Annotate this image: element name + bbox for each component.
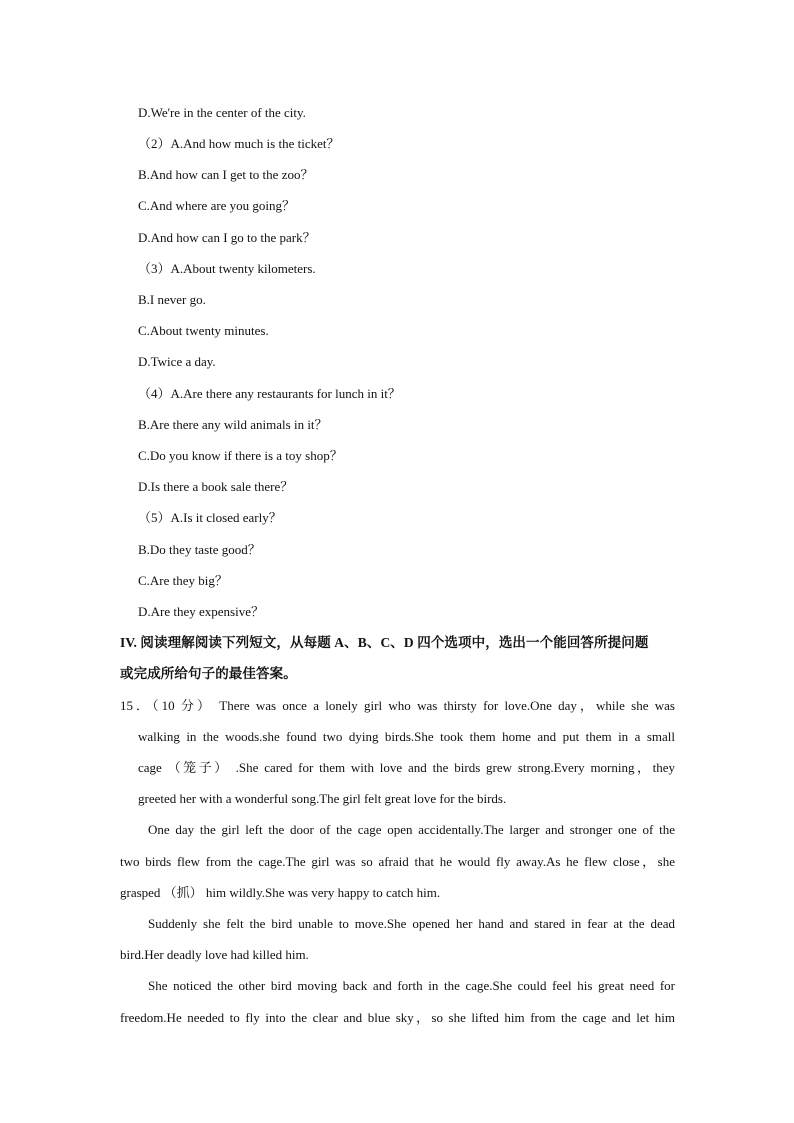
passage-p4-line2: freedom.He needed to fly into the clear and blue sky，so she lifted him from the cage and let him [120,1010,675,1025]
option-q3-b: B.I never go. [138,292,206,307]
option-q2-d: D.And how can I go to the park？ [138,230,316,245]
passage-p2-line3: grasped （抓） him wildly.She was very happy to catch him. [120,885,441,900]
section-iv-heading-line2: 或完成所给句子的最佳答案。 [120,666,297,681]
passage-p3-line1: Suddenly she felt the bird unable to move.She opened her hand and stared in fear at the dead [148,916,675,931]
option-q5-b: B.Do they taste good？ [138,542,261,557]
option-q4-d: D.Is there a book sale there？ [138,479,294,494]
option-q4-a: （4）A.Are there any restaurants for lunch in it？ [138,386,401,401]
question15-line4: greeted her with a wonderful song.The girl felt great love for the birds. [138,791,507,806]
question15-line2: walking in the woods.she found two dying birds.She took them home and put them in a small [138,729,675,744]
question15-line1: 15．（10 分） There was once a lonely girl who was thirsty for love.One day，while she was [120,698,675,713]
section-iv-heading-line1: IV. 阅读理解阅读下列短文，从每题 A、B、C、D 四个选项中，选出一个能回答所提问题 [120,635,649,650]
option-q4-b: B.Are there any wild animals in it？ [138,417,328,432]
option-q4-c: C.Do you know if there is a toy shop？ [138,448,343,463]
passage-p2-line1: One day the girl left the door of the cage open accidentally.The larger and stronger one of the [148,822,675,837]
option-q2-a: （2）A.And how much is the ticket？ [138,136,340,151]
option-q5-c: C.Are they big？ [138,573,228,588]
option-q3-d: D.Twice a day. [138,354,216,369]
option-q2-c: C.And where are you going？ [138,198,296,213]
option-q2-b: B.And how can I get to the zoo？ [138,167,314,182]
option-q5-d: D.Are they expensive？ [138,604,264,619]
option-q1-d: D.We're in the center of the city. [138,105,306,120]
option-q3-c: C.About twenty minutes. [138,323,269,338]
option-q5-a: （5）A.Is it closed early？ [138,510,282,525]
question15-line3: cage （笼子） .She cared for them with love and the birds grew strong.Every morning，they [138,760,675,775]
passage-p4-line1: She noticed the other bird moving back and forth in the cage.She could feel his great need for [148,978,675,993]
passage-p2-line2: two birds flew from the cage.The girl was so afraid that he would fly away.As he flew close，she [120,854,675,869]
option-q3-a: （3）A.About twenty kilometers. [138,261,316,276]
passage-p3-line2: bird.Her deadly love had killed him. [120,947,309,962]
